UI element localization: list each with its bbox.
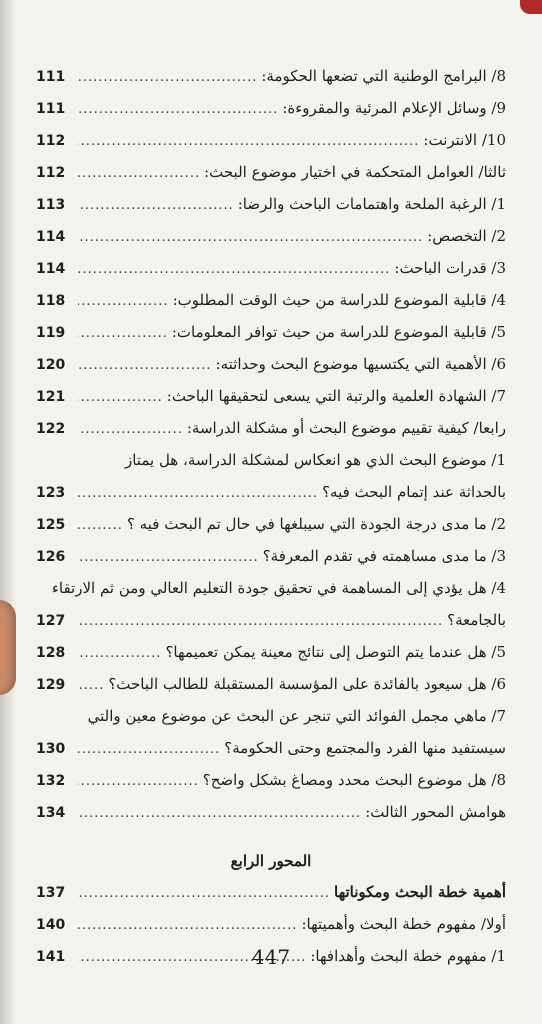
toc-entry: 6/ هل سيعود بالفائدة على المؤسسة المستقبلة للطالب الباحث؟ ..... 129 — [36, 668, 506, 700]
toc-entry: 1/ الرغبة الملحة واهتمامات الباحث والرضا: ..... 113 — [36, 188, 506, 220]
toc-entry: 7/ الشهادة العلمية والرتبة التي يسعى لتحقيقها الباحث: ..... 121 — [36, 380, 506, 412]
toc-entry: سيستفيد منها الفرد والمجتمع وحتى الحكومة؟ ..... 130 — [36, 732, 506, 764]
toc-entry-multiline — [36, 444, 506, 508]
toc-entry-line: 1/ موضوع البحث الذي هو انعكاس لمشكلة الدراسة، هل يمتاز — [124, 451, 506, 469]
toc-entry-line: 4/ هل يؤدي إلى المساهمة في تحقيق جودة التعليم العالي ومن ثم الارتقاء — [51, 579, 506, 597]
section-title: المحور الرابع — [230, 852, 312, 870]
page-number: 447 — [251, 945, 291, 969]
toc-entry: 5/ قابلية الموضوع للدراسة من حيث توافر المعلومات: ..... 119 — [36, 316, 506, 348]
toc-entry: 5/ هل عندما يتم التوصل إلى نتائج معينة يمكن تعميمها؟ ..... 128 — [36, 636, 506, 668]
toc-entry: 3/ ما مدى مساهمته في تقدم المعرفة؟ ..... 126 — [36, 540, 506, 572]
toc-entry: ثالثا/ العوامل المتحكمة في اختيار موضوع البحث: ..... 112 — [36, 156, 506, 188]
page-gutter-shadow — [0, 0, 16, 1024]
toc-entry: 10/ الانترنت: ..... 112 — [36, 124, 506, 156]
toc-entry: هوامش المحور الثالث: ..... 134 — [36, 796, 506, 828]
toc-entry: بالحداثة عند إتمام البحث فيه؟ ..... 123 — [36, 476, 506, 508]
thumb-holding-page — [0, 600, 16, 695]
bookmark-ribbon — [520, 0, 542, 14]
toc-group-a — [36, 60, 506, 444]
toc-entry: 2/ التخصص: ..... 114 — [36, 220, 506, 252]
toc-entry: بالجامعة؟ ..... 127 — [36, 604, 506, 636]
toc-entry: أولا/ مفهوم خطة البحث وأهميتها: ..... 140 — [36, 908, 506, 940]
toc-entry: 2/ ما مدى درجة الجودة التي سيبلغها في حال تم البحث فيه ؟ ..... 125 — [36, 508, 506, 540]
toc-group-e — [36, 636, 506, 700]
toc-entry: 4/ قابلية الموضوع للدراسة من حيث الوقت المطلوب: ..... 118 — [36, 284, 506, 316]
toc-entry: 1/ مفهوم خطة البحث وأهدافها: ..... 141 — [36, 940, 506, 972]
toc-group-g — [36, 764, 506, 828]
toc-entry: رابعا/ كيفية تقييم موضوع البحث أو مشكلة الدراسة: ..... 122 — [36, 412, 506, 444]
section-heading-entry: أهمية خطة البحث ومكوناتها ..... 137 — [36, 876, 506, 908]
toc-entry: 9/ وسائل الإعلام المرئية والمقروءة: ..... 111 — [36, 92, 506, 124]
toc-entry: 3/ قدرات الباحث: ..... 114 — [36, 252, 506, 284]
toc-entry-multiline — [36, 700, 506, 764]
toc-entry-multiline — [36, 572, 506, 636]
toc-entry: 6/ الأهمية التي يكتسيها موضوع البحث وحداثته: ..... 120 — [36, 348, 506, 380]
table-of-contents — [36, 60, 506, 972]
toc-group-c — [36, 508, 506, 572]
toc-entry: 8/ البرامج الوطنية التي تضعها الحكومة: ..... 111 — [36, 60, 506, 92]
toc-entry-line: 7/ ماهي مجمل الفوائد التي تنجر عن البحث عن موضوع معين والتي — [87, 707, 506, 725]
toc-entry: 8/ هل موضوع البحث محدد ومصاغ بشكل واضح؟ ..... 132 — [36, 764, 506, 796]
